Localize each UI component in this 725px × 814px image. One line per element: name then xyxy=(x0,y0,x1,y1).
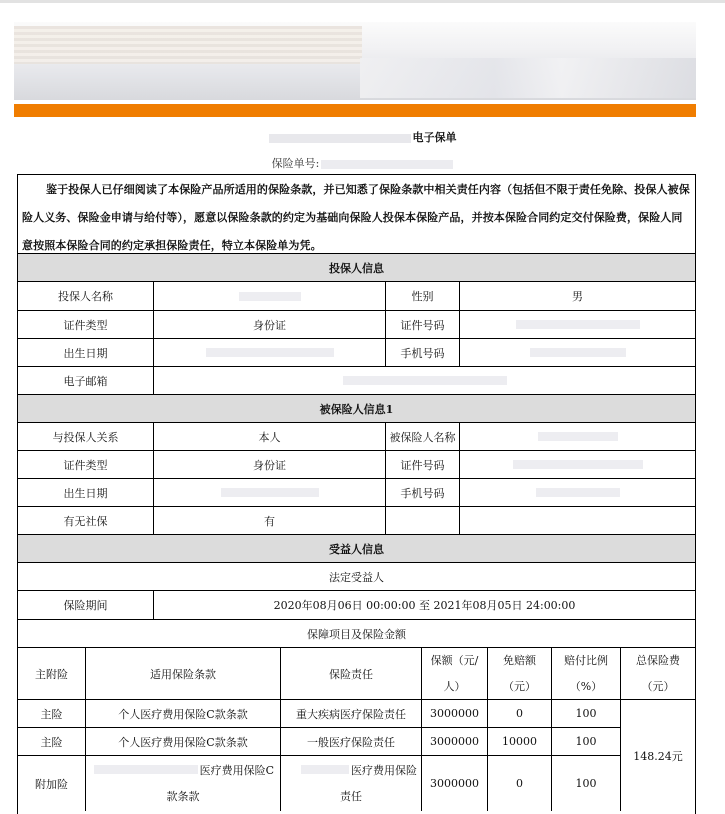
redacted-value xyxy=(206,348,334,357)
row3-type: 附加险 xyxy=(18,756,86,811)
redacted-value xyxy=(301,765,349,774)
row3-liability-line1 xyxy=(301,758,421,784)
period-to: 至 xyxy=(419,599,430,612)
insured-phone-value xyxy=(460,479,695,506)
redacted-value xyxy=(239,292,301,301)
beneficiary-section-header xyxy=(18,534,695,562)
row3-ratio: 100 xyxy=(552,756,621,811)
row3-clause-line2: 款条款 xyxy=(166,789,200,803)
header-clause: 适用保险条款 xyxy=(86,648,281,699)
applicant-email-value xyxy=(154,367,695,394)
top-border xyxy=(0,0,725,3)
table-row xyxy=(18,281,695,310)
company-logo xyxy=(14,26,362,64)
redacted-value xyxy=(516,320,640,329)
policy-number xyxy=(0,155,725,171)
beneficiary-value: 法定受益人 xyxy=(329,570,384,584)
insured-social-label: 有无社保 xyxy=(18,507,154,534)
document-title-text: 电子保单 xyxy=(412,131,457,144)
header-amount xyxy=(422,648,488,699)
header-type: 主附险 xyxy=(18,648,86,699)
header-premium-line1: 总保险费 xyxy=(636,653,680,667)
period-start: 2020年08月06日 00:00:00 xyxy=(273,599,416,612)
insured-social-value: 有 xyxy=(154,507,386,534)
row2-ratio: 100 xyxy=(552,728,621,755)
applicant-gender-label: 性别 xyxy=(386,282,460,310)
table-row xyxy=(18,450,695,478)
header-deductible xyxy=(488,648,552,699)
coverage-title: 保障项目及保险金额 xyxy=(307,627,406,641)
row3-liability xyxy=(281,756,422,811)
row1-ratio: 100 xyxy=(552,700,621,727)
row1-clause: 个人医疗费用保险C款条款 xyxy=(86,700,281,727)
redacted-policy-number xyxy=(321,160,453,169)
redacted-value xyxy=(94,765,198,774)
empty-cell xyxy=(386,507,460,534)
redacted-company-name xyxy=(269,134,411,143)
table-row xyxy=(18,562,695,590)
period-label: 保险期间 xyxy=(18,591,154,619)
header-deductible-line2: （元） xyxy=(503,679,536,693)
header-ratio-line1: 赔付比例 xyxy=(564,653,608,667)
row1-deductible: 0 xyxy=(488,700,552,727)
insured-birth-value xyxy=(154,479,386,506)
row1-amount: 3000000 xyxy=(422,700,488,727)
header-deductible-line1: 免赔额 xyxy=(503,653,536,667)
row2-liability: 一般医疗保险责任 xyxy=(281,728,422,755)
applicant-email-label: 电子邮箱 xyxy=(18,367,154,394)
redacted-value xyxy=(343,376,507,385)
redacted-value xyxy=(513,460,643,469)
period-value xyxy=(154,591,695,619)
insured-id-no-label: 证件号码 xyxy=(386,451,460,478)
applicant-name-label: 投保人名称 xyxy=(18,282,154,310)
coverage-header-row xyxy=(18,647,695,699)
header-amount-line2: 人） xyxy=(443,679,466,693)
header-ratio xyxy=(552,648,621,699)
row3-deductible: 0 xyxy=(488,756,552,811)
row3-clause-line1 xyxy=(94,758,280,784)
table-row xyxy=(18,699,621,727)
row2-amount: 3000000 xyxy=(422,728,488,755)
table-row xyxy=(18,478,695,506)
period-end: 2021年08月05日 24:00:00 xyxy=(433,599,576,612)
applicant-id-no-value xyxy=(460,311,695,338)
applicant-gender-value: 男 xyxy=(572,290,583,303)
table-row xyxy=(18,338,695,366)
header-premium-line2: （元） xyxy=(641,679,675,693)
redacted-value xyxy=(536,488,620,497)
row1-type: 主险 xyxy=(18,700,86,727)
row3-liability-line2: 责任 xyxy=(340,789,362,803)
document-title xyxy=(0,129,725,145)
table-row xyxy=(18,619,695,647)
row2-deductible: 10000 xyxy=(488,728,552,755)
applicant-id-type-label: 证件类型 xyxy=(18,311,154,338)
insured-id-no-value xyxy=(460,451,695,478)
header-decoration xyxy=(360,58,696,98)
insured-relation-label: 与投保人关系 xyxy=(18,423,154,450)
insured-id-type-label: 证件类型 xyxy=(18,451,154,478)
insured-section-title: 被保险人信息1 xyxy=(319,402,394,416)
total-premium: 148.24元 xyxy=(621,699,695,811)
redacted-value xyxy=(221,488,319,497)
header-premium xyxy=(621,648,695,699)
row3-amount: 3000000 xyxy=(422,756,488,811)
orange-divider xyxy=(14,104,696,117)
table-row xyxy=(18,506,695,534)
intro-statement: 鉴于投保人已仔细阅读了本保险产品所适用的保险条款，并已知悉了保险条款中相关责任内容（包括但不限于责任免除、投保人被保险人义务、保险金申请与给付等），愿意以保险条款的约定为基础向保险人投保本保险产品，并按本保险合同约定交付保险费，保险人同意按照本保险合同的约定承担保险责任，特立本保险单为凭。 xyxy=(22,183,690,252)
table-row xyxy=(18,727,621,755)
row3-liability-text1: 医疗费用保险 xyxy=(351,763,417,777)
applicant-section-title: 投保人信息 xyxy=(329,261,384,275)
applicant-phone-label: 手机号码 xyxy=(386,339,460,366)
applicant-birth-label: 出生日期 xyxy=(18,339,154,366)
row2-clause: 个人医疗费用保险C款条款 xyxy=(86,728,281,755)
table-row xyxy=(18,755,621,811)
redacted-value xyxy=(538,432,618,441)
applicant-name-value xyxy=(154,282,386,310)
insured-phone-label: 手机号码 xyxy=(386,479,460,506)
header-liability: 保险责任 xyxy=(281,648,422,699)
row3-clause-text1: 医疗费用保险C xyxy=(199,763,274,777)
table-row xyxy=(18,366,695,394)
insured-name-value xyxy=(460,423,695,450)
applicant-id-type-value: 身份证 xyxy=(154,311,386,338)
row3-clause xyxy=(86,756,281,811)
applicant-id-no-label: 证件号码 xyxy=(386,311,460,338)
beneficiary-section-title: 受益人信息 xyxy=(329,542,384,556)
table-row xyxy=(18,590,695,619)
header-amount-line1: 保额（元/ xyxy=(430,653,479,667)
empty-cell xyxy=(460,507,695,534)
insured-name-label: 被保险人名称 xyxy=(386,423,460,450)
header-ratio-line2: （%） xyxy=(569,679,603,693)
row2-type: 主险 xyxy=(18,728,86,755)
policy-number-label: 保险单号: xyxy=(271,157,320,170)
insured-id-type-value: 身份证 xyxy=(154,451,386,478)
table-row xyxy=(18,422,695,450)
insured-section-header xyxy=(18,394,695,422)
applicant-section-header xyxy=(18,253,695,281)
redacted-value xyxy=(530,348,626,357)
applicant-birth-value xyxy=(154,339,386,366)
table-row xyxy=(18,310,695,338)
row1-liability: 重大疾病医疗保险责任 xyxy=(281,700,422,727)
insured-relation-value: 本人 xyxy=(154,423,386,450)
applicant-phone-value xyxy=(460,339,695,366)
insured-birth-label: 出生日期 xyxy=(18,479,154,506)
